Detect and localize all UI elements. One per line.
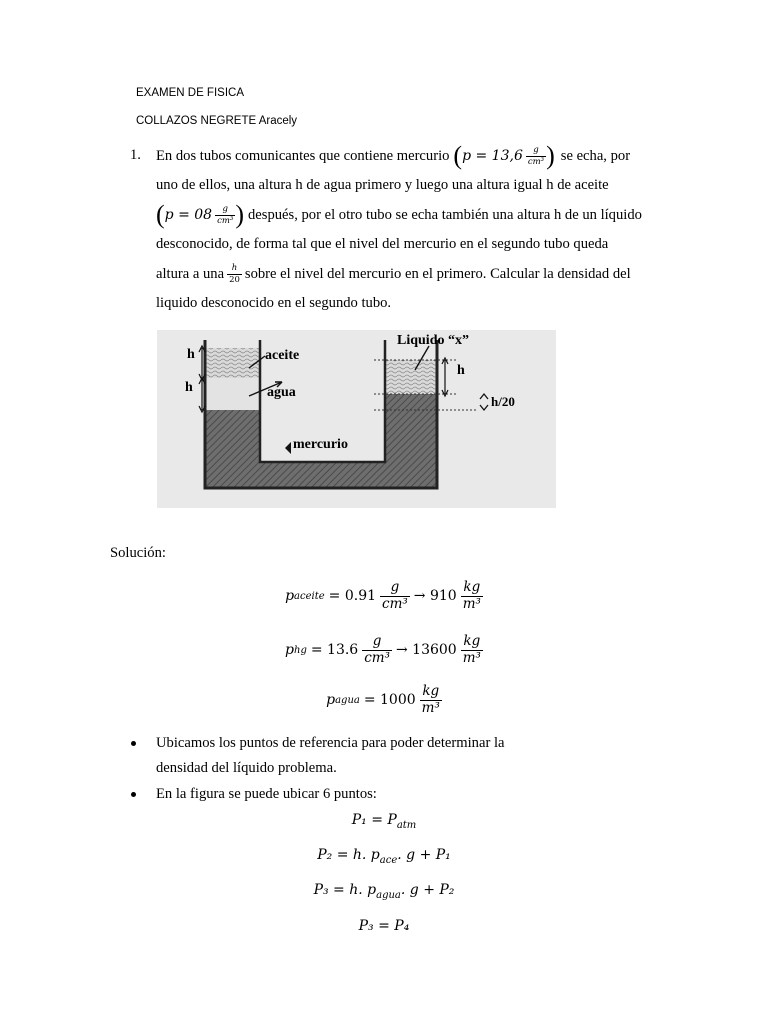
solution-heading: Solución: xyxy=(110,545,166,561)
oil-layer xyxy=(205,348,260,378)
eq-p3-p4: P₃ = P₄ xyxy=(358,918,410,934)
problem-line-6: liquido desconocido en el segundo tubo. xyxy=(156,295,392,311)
problem-line-3: ( p = 08 $\frac{g}{\text{cm³}}$ ) después, por el otro tubo se echa también una altura h de un líquido xyxy=(156,200,642,229)
problem-line-1-end: se echa, por xyxy=(560,147,631,164)
problem-number: 1. xyxy=(130,147,141,163)
eq-rho-aceite: p aceite = 0.91 $\frac{g}{\text{cm³}}$ → 910 $\frac{kg}{\text{m³}}$ xyxy=(285,579,481,612)
bullet-1-line-1: Ubicamos los puntos de referencia para poder determinar la xyxy=(156,735,505,751)
eq-rho-hg: p hg = 13.6 $\frac{g}{\text{cm³}}$ → 13600 $\frac{kg}{\text{m³}}$ xyxy=(285,633,481,666)
problem-line-4: desconocido, de forma tal que el nivel del mercurio en el segundo tubo queda xyxy=(156,236,609,252)
problem-line-3-text: después, por el otro tubo se echa también una altura h de un líquido xyxy=(248,206,642,223)
bullet-dot-1 xyxy=(131,741,136,746)
label-h-liquid: h xyxy=(457,363,465,378)
author-name: COLLAZOS NEGRETE Aracely xyxy=(136,115,298,127)
label-aceite: aceite xyxy=(265,348,300,363)
u-tube-diagram xyxy=(157,330,556,508)
exam-title: EXAMEN DE FISICA xyxy=(136,87,244,99)
bullet-2-text: En la figura se puede ubicar 6 puntos: xyxy=(156,786,377,802)
water-layer xyxy=(205,378,260,410)
eq-p3: P₃ = h. $p_{agua}$. g + P₂ xyxy=(313,882,455,901)
problem-line-1: En dos tubos comunicantes que contiene mercurio ( p = 13,6 $\frac{g}{\text{cm³}}$ ) se echa, por xyxy=(156,141,631,170)
rho-oil-unit: $\frac{g}{\text{cm³}}$ xyxy=(217,204,234,226)
rho-hg-unit: $\frac{g}{\text{cm³}}$ xyxy=(527,145,545,167)
h-over-20: $\frac{h}{20}$ xyxy=(229,263,240,285)
rho-hg-lhs: p = 13,6 xyxy=(462,148,523,164)
label-liquido-x: Liquido “x” xyxy=(397,333,469,348)
eq-p1: $P_1 = P_{atm}$ xyxy=(351,812,417,831)
eq-p2: P₂ = h. $p_{ace}$. g + P₁ xyxy=(317,847,451,866)
label-agua: agua xyxy=(267,385,296,400)
problem-line-5: altura a una $\frac{h}{20}$ sobre el nivel del mercurio en el primero. Calcular la densidad del xyxy=(156,263,631,285)
liquid-x-layer xyxy=(385,360,437,394)
label-h-water: h xyxy=(185,380,193,395)
label-h-over-20: h/20 xyxy=(491,394,515,409)
problem-line-2: uno de ellos, una altura h de agua primero y luego una altura igual h de aceite xyxy=(156,177,609,193)
eq-rho-agua: p agua = 1000 $\frac{kg}{\text{m³}}$ xyxy=(326,683,440,716)
bullet-dot-2 xyxy=(131,792,136,797)
problem-line-1-text: En dos tubos comunicantes que contiene mercurio xyxy=(156,147,450,164)
u-tube-figure xyxy=(157,330,556,508)
rho-oil-lhs: p = 08 xyxy=(164,207,213,223)
label-h-oil: h xyxy=(187,347,195,362)
bullet-1-line-2: densidad del líquido problema. xyxy=(156,760,337,776)
label-mercurio: mercurio xyxy=(293,437,348,452)
